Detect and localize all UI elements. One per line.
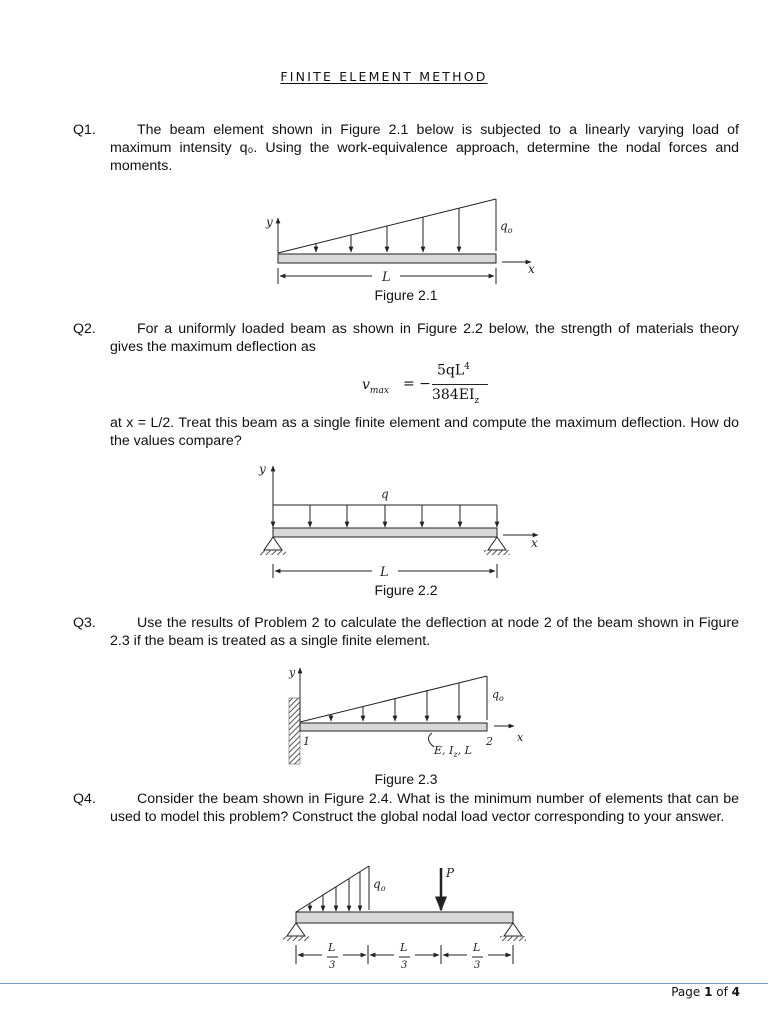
question-1 <box>73 121 739 175</box>
svg-text:L: L <box>400 941 408 954</box>
figure-2-2 <box>258 462 538 580</box>
footer-divider <box>0 983 768 984</box>
load-label-q0: $q_o$ <box>500 219 513 235</box>
svg-text:3: 3 <box>329 960 336 971</box>
question-text: Use the results of Problem 2 to calculate the deflection at node 2 of the beam shown in Figure 2.3 if the beam is treated as a single finite element. <box>110 615 739 649</box>
figure-2-3 <box>288 666 524 764</box>
svg-text:3: 3 <box>401 960 408 971</box>
x-axis-label: x <box>517 731 524 744</box>
y-axis-label: y <box>266 215 273 229</box>
length-label: L <box>382 270 391 285</box>
load-label-q: q <box>381 487 389 501</box>
question-text: For a uniformly loaded beam as shown in Figure 2.2 below, the strength of materials theory gives the maximum deflection as <box>110 321 739 355</box>
question-number: Q4. <box>73 791 96 807</box>
page-number: Page 1 of 4 <box>671 985 740 999</box>
question-3 <box>73 614 739 650</box>
svg-text:3: 3 <box>474 960 481 971</box>
question-text: Consider the beam shown in Figure 2.4. What is the minimum number of elements that can be used to model this problem? Construct the global nodal load vector corresponding to your answer. <box>110 791 739 825</box>
document-title: FINITE ELEMENT METHOD <box>280 69 488 84</box>
question-2-continuation: at x = L/2. Treat this beam as a single finite element and compute the maximum deflection. How do the values compare? <box>110 415 739 449</box>
question-2 <box>73 320 739 356</box>
node-2-label: 2 <box>486 735 493 748</box>
question-number: Q2. <box>73 321 96 337</box>
figure-caption: Figure 2.2 <box>374 582 438 598</box>
y-axis-label: y <box>289 666 296 679</box>
figure-2-4 <box>283 866 526 971</box>
node-1-label: 1 <box>303 735 310 748</box>
figure-caption: Figure 2.1 <box>374 287 438 303</box>
figure-2-1 <box>265 199 535 285</box>
question-4 <box>73 790 739 826</box>
figure-caption: Figure 2.3 <box>374 771 438 787</box>
svg-text:L: L <box>473 941 481 954</box>
load-label-q0: $q_o$ <box>373 877 386 893</box>
load-label-q0: $q_o$ <box>492 688 504 703</box>
svg-text:L: L <box>328 941 336 954</box>
question-text: The beam element shown in Figure 2.1 below is subjected to a linearly varying load of maximum intensity q₀. Using the work-equivalence approach, determine the nodal forces and moments. <box>110 122 739 174</box>
beam-properties-label: E, $I_z$, L <box>434 744 472 759</box>
max-deflection-equation: $v_{max}$ = − $5qL^4$ $384EI_z$ <box>352 362 502 406</box>
question-number: Q3. <box>73 615 96 631</box>
question-number: Q1. <box>73 122 96 138</box>
point-load-label: P <box>446 866 455 880</box>
x-axis-label: x <box>531 536 538 550</box>
y-axis-label: y <box>259 462 266 476</box>
x-axis-label: x <box>528 262 535 276</box>
length-label: L <box>380 565 389 580</box>
